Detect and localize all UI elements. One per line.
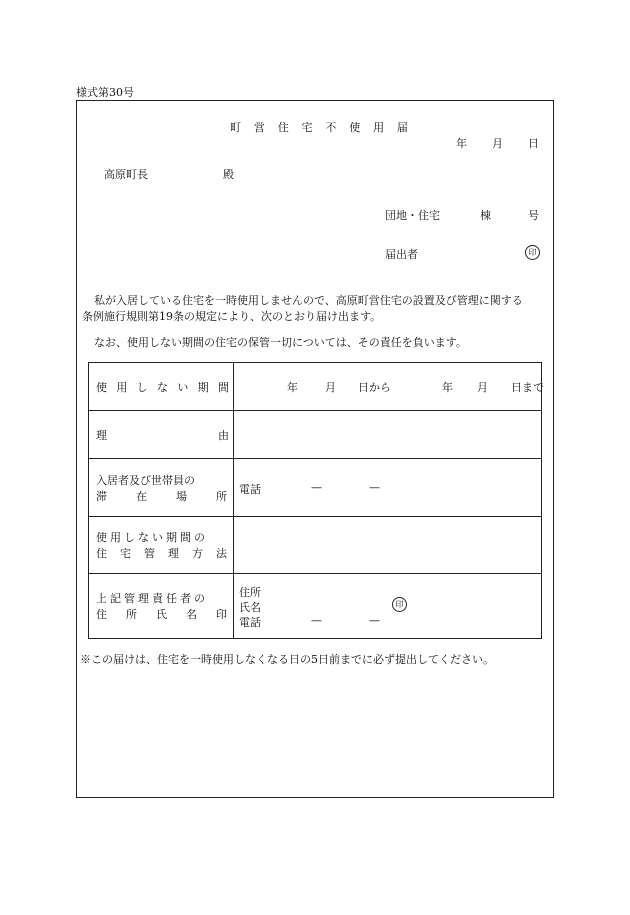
label-char: 名 [186, 608, 197, 621]
manager-label-line-1: 上記管理責任者の [96, 592, 208, 605]
body-line-3: なお、使用しない期間の住宅の保管一切については、その責任を負います。 [94, 336, 467, 349]
date-year: 年 [456, 137, 467, 150]
label-char: 間 [217, 380, 229, 394]
label-char: 住 [96, 547, 107, 560]
manager-label-line-2 [96, 606, 229, 622]
stay-label-line-2 [96, 488, 229, 504]
period-day-to: 日まで [511, 381, 544, 394]
applicant-label: 届出者 [385, 248, 418, 261]
title-char: 宅 [301, 121, 313, 134]
form-title [230, 119, 408, 135]
housing-building: 棟 [480, 209, 491, 222]
title-char: 届 [396, 121, 408, 134]
title-char: 使 [349, 121, 361, 134]
label-char: 所 [126, 608, 137, 621]
management-label-line-2 [96, 545, 229, 561]
stay-value-cell[interactable] [234, 459, 542, 517]
manager-seal-mark: 印 [392, 597, 407, 612]
label-char: 管 [144, 547, 155, 560]
label-char: 所 [216, 489, 227, 503]
label-char: 氏 [156, 608, 167, 621]
management-value-cell[interactable] [234, 517, 542, 574]
manager-row [89, 574, 542, 639]
period-year-to: 年 [442, 381, 453, 394]
period-day-from: 日から [358, 381, 391, 394]
manager-phone-dash-2: — [369, 614, 380, 627]
stay-row [89, 459, 542, 517]
stay-label-line-1: 入居者及び世帯員の [96, 473, 195, 487]
label-char: 方 [192, 547, 203, 560]
manager-phone-label: 電話 [239, 616, 261, 629]
body-line-2: 条例施行規則第19条の規定により、次のとおり届け出ます。 [82, 310, 382, 323]
manager-phone-dash-1: — [311, 614, 322, 627]
details-table [88, 362, 542, 639]
body-line-1: 私が入居している住宅を一時使用しませんので、高原町営住宅の設置及び管理に関する [94, 294, 523, 307]
date-day: 日 [528, 137, 539, 150]
submission-note: ※この届けは、住宅を一時使用しなくなる日の5日前までに必ず提出してください。 [80, 653, 494, 666]
label-char: 宅 [120, 547, 131, 560]
period-year-from: 年 [287, 381, 298, 394]
manager-label-cell [89, 574, 234, 639]
label-char: 理 [168, 547, 179, 560]
manager-value-cell[interactable] [234, 574, 542, 639]
label-char: 滞 [96, 489, 107, 503]
reason-label-left: 理 [96, 428, 107, 442]
reason-label-right: 由 [218, 428, 229, 442]
stay-phone-dash-1: — [311, 481, 322, 494]
title-char: 営 [253, 121, 265, 134]
reason-label [96, 427, 229, 443]
manager-address-label: 住所 [239, 586, 261, 599]
label-char: 在 [136, 489, 147, 503]
manager-name-label: 氏名 [239, 601, 261, 614]
period-label-cell [89, 363, 234, 411]
management-label-line-1: 使用しない期間の [96, 531, 208, 544]
label-char: し [136, 380, 148, 394]
stay-phone-label: 電話 [239, 483, 261, 496]
title-char: 住 [277, 121, 289, 134]
label-char: 法 [216, 547, 227, 560]
period-month-to: 月 [477, 381, 488, 394]
label-char: 用 [116, 380, 128, 394]
period-value-cell[interactable] [234, 363, 542, 411]
label-char: 印 [216, 608, 227, 621]
period-row [89, 363, 542, 411]
reason-value-cell[interactable] [234, 411, 542, 459]
stay-phone-dash-2: — [369, 481, 380, 494]
reason-label-cell [89, 411, 234, 459]
title-char: 用 [373, 121, 385, 134]
period-month-from: 月 [325, 381, 336, 394]
label-char: 使 [96, 380, 107, 394]
addressee-honorific: 殿 [223, 168, 234, 181]
housing-label: 団地・住宅 [385, 209, 440, 222]
period-label [96, 379, 229, 395]
stay-label-cell [89, 459, 234, 517]
label-char: い [177, 380, 189, 394]
date-month: 月 [492, 137, 503, 150]
label-char: な [156, 380, 168, 394]
form-number: 様式第30号 [76, 86, 134, 99]
seal-mark: 印 [525, 245, 540, 260]
management-label-cell [89, 517, 234, 574]
addressee-name: 高原町長 [104, 168, 148, 181]
management-row [89, 517, 542, 574]
label-char: 住 [96, 608, 107, 621]
label-char: 期 [197, 380, 209, 394]
label-char: 場 [176, 489, 187, 503]
reason-row [89, 411, 542, 459]
title-char: 町 [230, 121, 241, 134]
housing-number: 号 [528, 209, 539, 222]
title-char: 不 [325, 121, 337, 134]
